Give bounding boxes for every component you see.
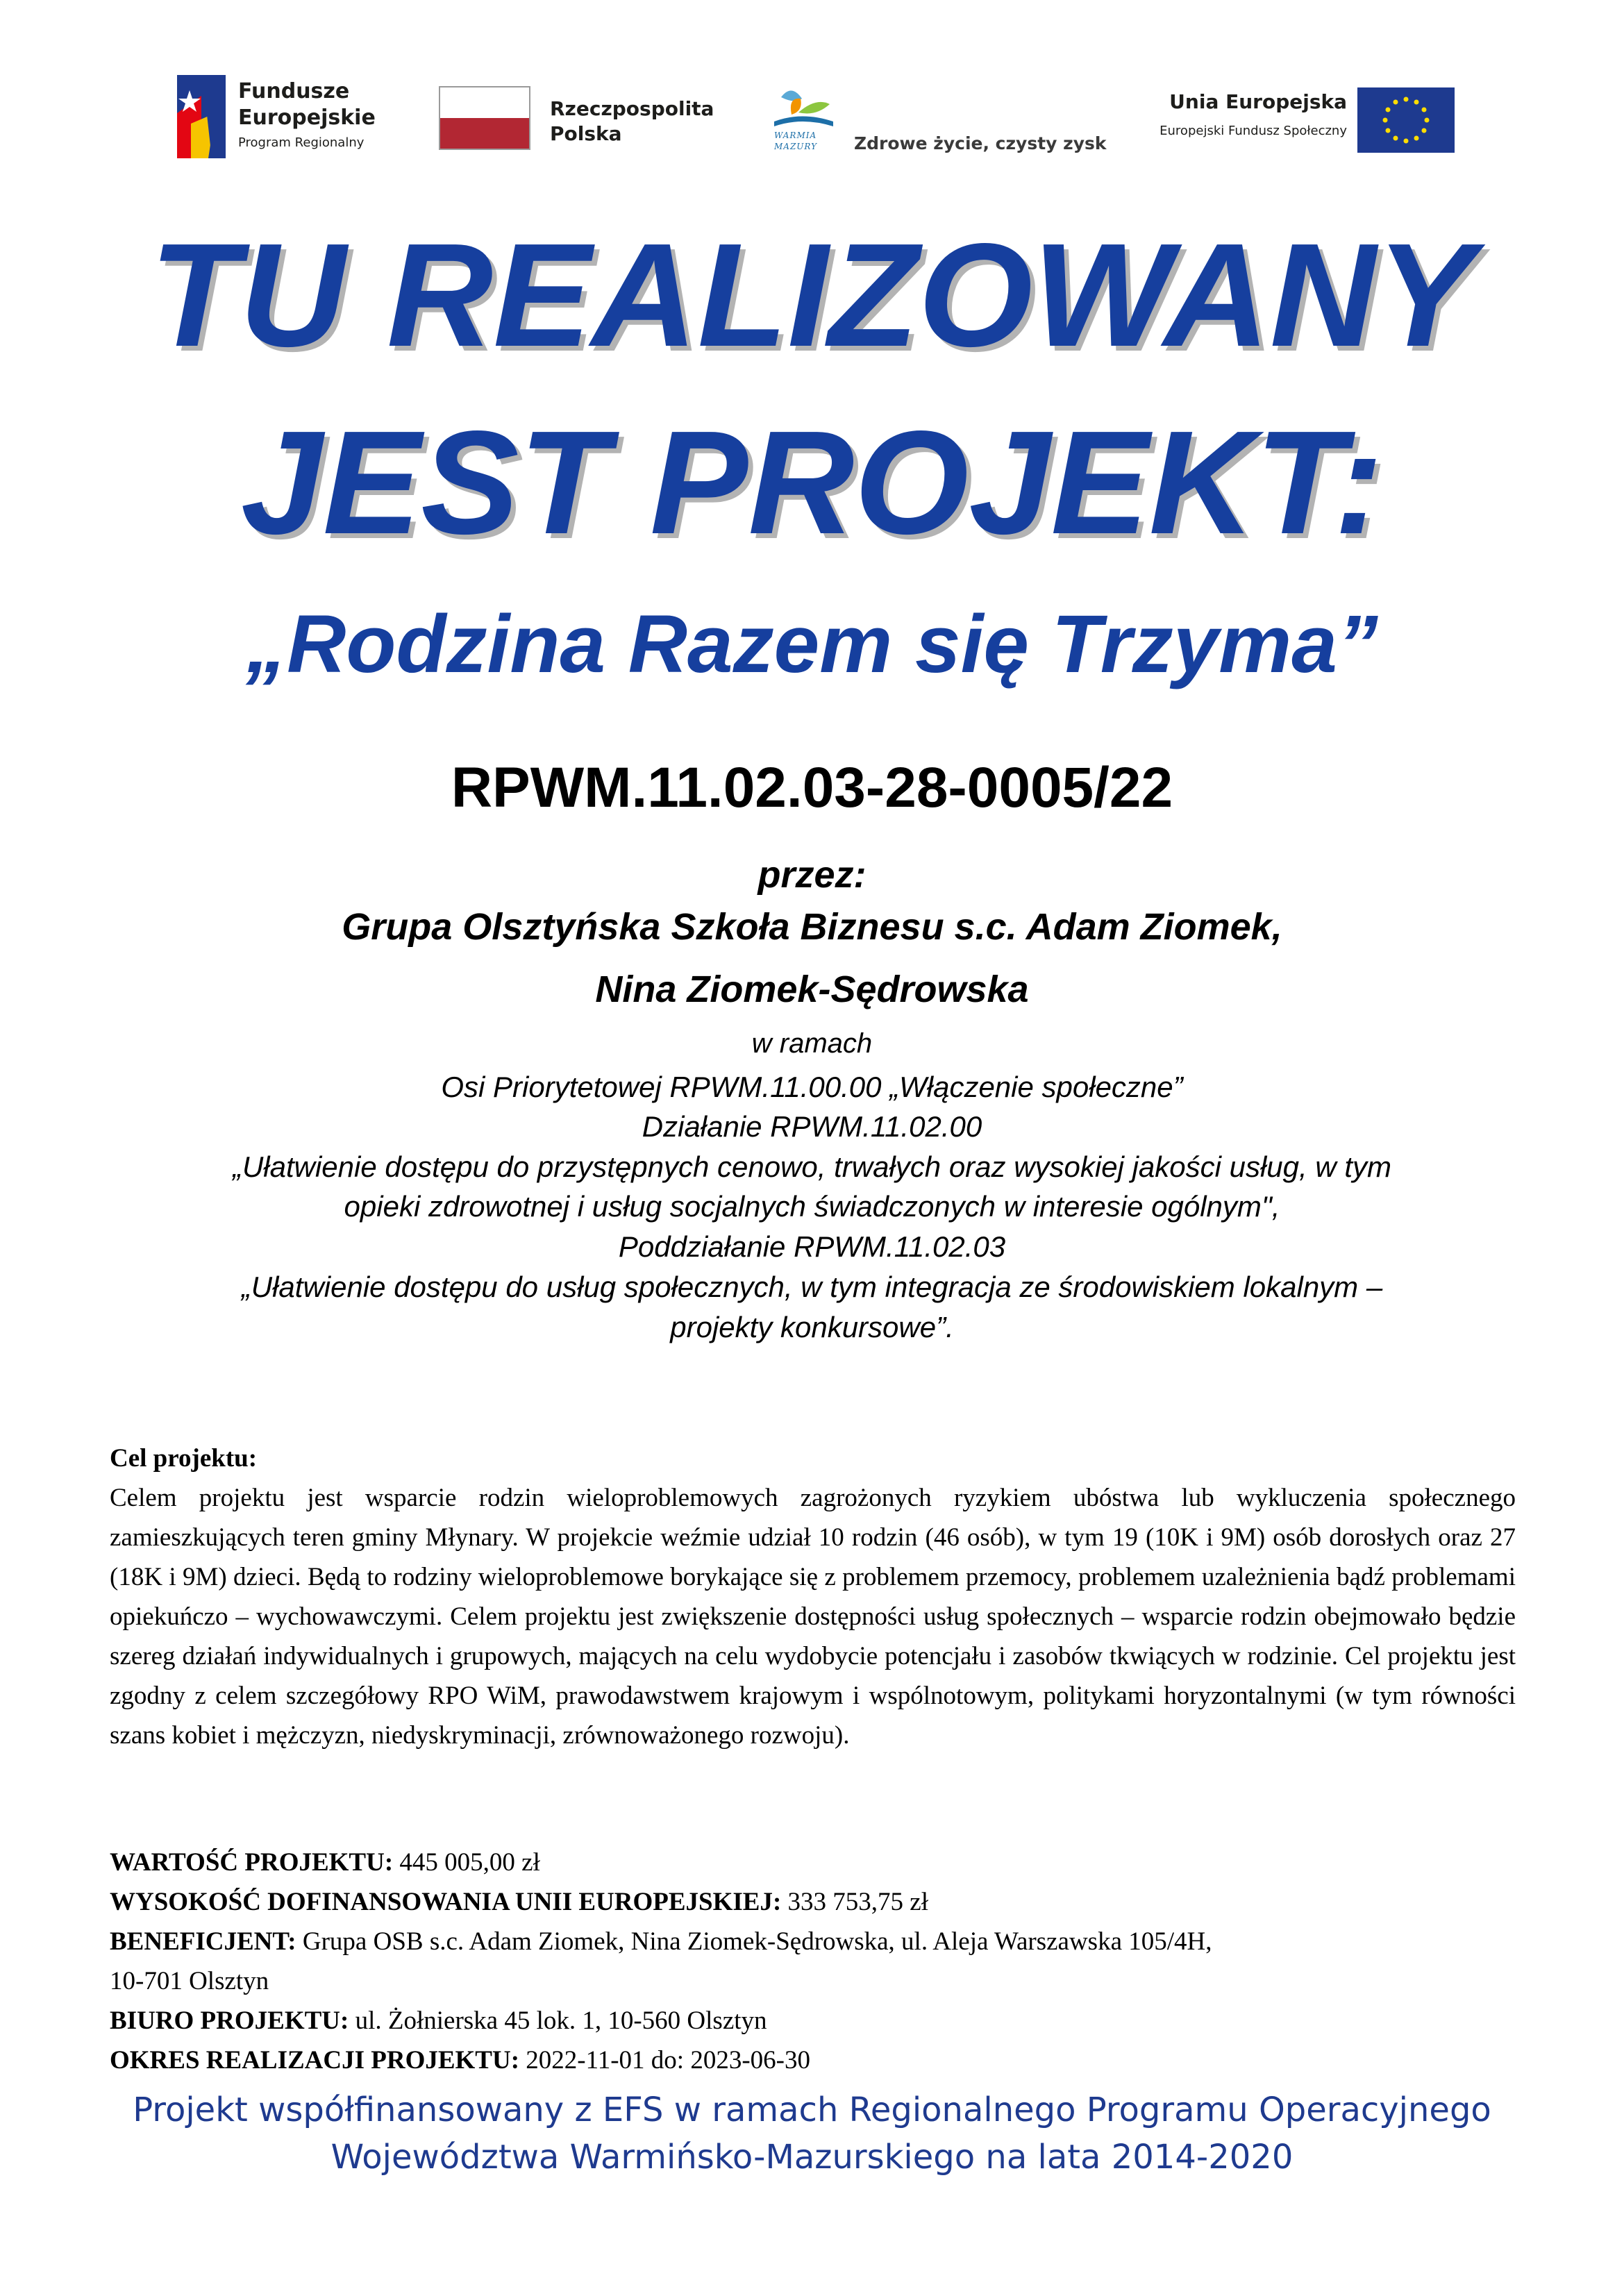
organization-line1: Grupa Olsztyńska Szkoła Biznesu s.c. Adam Ziomek, bbox=[342, 906, 1282, 948]
fundusze-line2: Europejskie bbox=[238, 106, 376, 130]
footer-line1: Projekt współfinansowany z EFS w ramach Regionalnego Programu Operacyjnego bbox=[133, 2090, 1491, 2129]
framework-line: „Ułatwienie dostępu do usług społecznych, w tym integracja ze środowiskiem lokalnym – bbox=[241, 1271, 1383, 1303]
logo-bar bbox=[0, 69, 1624, 167]
polish-flag-icon bbox=[439, 86, 530, 150]
goal-text: Celem projektu jest wsparcie rodzin wieloproblemowych zagrożonych ryzykiem ubóstwa lub wykluczenia społecznego zamieszkujących teren gminy Młynary. W projekcie weźmie udział 10 rodzin (46 osób), w tym 19 (10K i 9M) osób dorosłych oraz 27 (18K i 9M) dzieci. Będą to rodziny wieloproblemowe borykające się z problemem przemocy, problemem uzależnienia bądź problemami opiekuńczo – wychowawczymi. Celem projektu jest zwiększenie dostępności usług społecznych – wsparcie rodzin obejmowało będzie szereg działań indywidualnych i grupowych, mających na celu wydobycie potencjału i zasobów tkwiących w rodzinie. Cel projektu jest zgodny z celem szczegółowy RPO WiM, prawodawstwem krajowym i wspólnotowym, politykami horyzontalnymi (w tym równości szans kobiet i mężczyzn, niedyskryminacji, zrównoważonego rozwoju). bbox=[110, 1484, 1516, 1750]
project-info bbox=[110, 1843, 1533, 2080]
project-period-row bbox=[110, 2041, 1533, 2080]
footer-line2: Województwa Warmińsko-Mazurskiego na lata 2014-2020 bbox=[330, 2138, 1294, 2177]
beneficiary-row bbox=[110, 1922, 1533, 1961]
project-value: 445 005,00 zł bbox=[393, 1848, 540, 1877]
goal-title: Cel projektu: bbox=[110, 1444, 258, 1473]
project-code: RPWM.11.02.03-28-0005/22 bbox=[451, 756, 1173, 819]
warmia-mazury-icon bbox=[767, 83, 837, 132]
framework-line: opieki zdrowotnej i usług socjalnych świadczonych w interesie ogólnym", bbox=[344, 1190, 1280, 1223]
project-office-value: ul. Żołnierska 45 lok. 1, 10-560 Olsztyn bbox=[349, 2006, 767, 2035]
beneficiary-address: 10-701 Olsztyn bbox=[110, 1967, 269, 1995]
fundusze-europejskie-icon bbox=[177, 75, 226, 158]
framework-line: Poddziałanie RPWM.11.02.03 bbox=[618, 1230, 1006, 1263]
ue-line2: Europejski Fundusz Społeczny bbox=[1160, 124, 1347, 138]
project-name: „Rodzina Razem się Trzyma” bbox=[246, 598, 1378, 690]
fundusze-line3: Program Regionalny bbox=[238, 135, 365, 150]
framework-intro: w ramach bbox=[751, 1028, 873, 1059]
beneficiary-label: BENEFICJENT: bbox=[110, 1927, 296, 1956]
project-period-value: 2022-11-01 do: 2023-06-30 bbox=[519, 2046, 810, 2075]
project-office-row bbox=[110, 2001, 1533, 2041]
cofinancing-label: WYSOKOŚĆ DOFINANSOWANIA UNII EUROPEJSKIEJ: bbox=[110, 1888, 782, 1916]
beneficiary-value: Grupa OSB s.c. Adam Ziomek, Nina Ziomek-Sędrowska, ul. Aleja Warszawska 105/4H, bbox=[296, 1927, 1212, 1956]
eu-flag-icon bbox=[1357, 87, 1455, 153]
fundusze-line1: Fundusze bbox=[238, 79, 350, 103]
ue-line1: Unia Europejska bbox=[1169, 90, 1347, 113]
mazury-small-text: MAZURY bbox=[774, 142, 817, 151]
project-period-label: OKRES REALIZACJI PROJEKTU: bbox=[110, 2046, 520, 2075]
project-value-row bbox=[110, 1843, 1533, 1882]
warmia-small-text: WARMIA bbox=[774, 131, 817, 140]
organization-line2: Nina Ziomek-Sędrowska bbox=[595, 969, 1029, 1010]
rp-line1: Rzeczpospolita bbox=[550, 97, 714, 120]
framework-line: projekty konkursowe”. bbox=[670, 1311, 954, 1343]
project-office-label: BIURO PROJEKTU: bbox=[110, 2006, 349, 2035]
project-value-label: WARTOŚĆ PROJEKTU: bbox=[110, 1848, 394, 1877]
cofinancing-value: 333 753,75 zł bbox=[781, 1888, 928, 1916]
framework-line: „Ułatwienie dostępu do przystępnych cenowo, trwałych oraz wysokiej jakości usług, w tym bbox=[232, 1150, 1392, 1183]
headline-line2: JEST PROJEKT: bbox=[240, 400, 1384, 564]
framework-line: Działanie RPWM.11.02.00 bbox=[642, 1110, 982, 1143]
cofinancing-row bbox=[110, 1882, 1533, 1922]
rp-line2: Polska bbox=[550, 122, 622, 145]
warmia-slogan: Zdrowe życie, czysty zysk bbox=[854, 133, 1107, 153]
by-label: przez: bbox=[757, 854, 867, 896]
framework-line: Osi Priorytetowej RPWM.11.00.00 „Włączenie społeczne” bbox=[441, 1071, 1183, 1103]
beneficiary-address-row bbox=[110, 1961, 1533, 2001]
headline-line1: TU REALIZOWANY bbox=[149, 212, 1475, 377]
